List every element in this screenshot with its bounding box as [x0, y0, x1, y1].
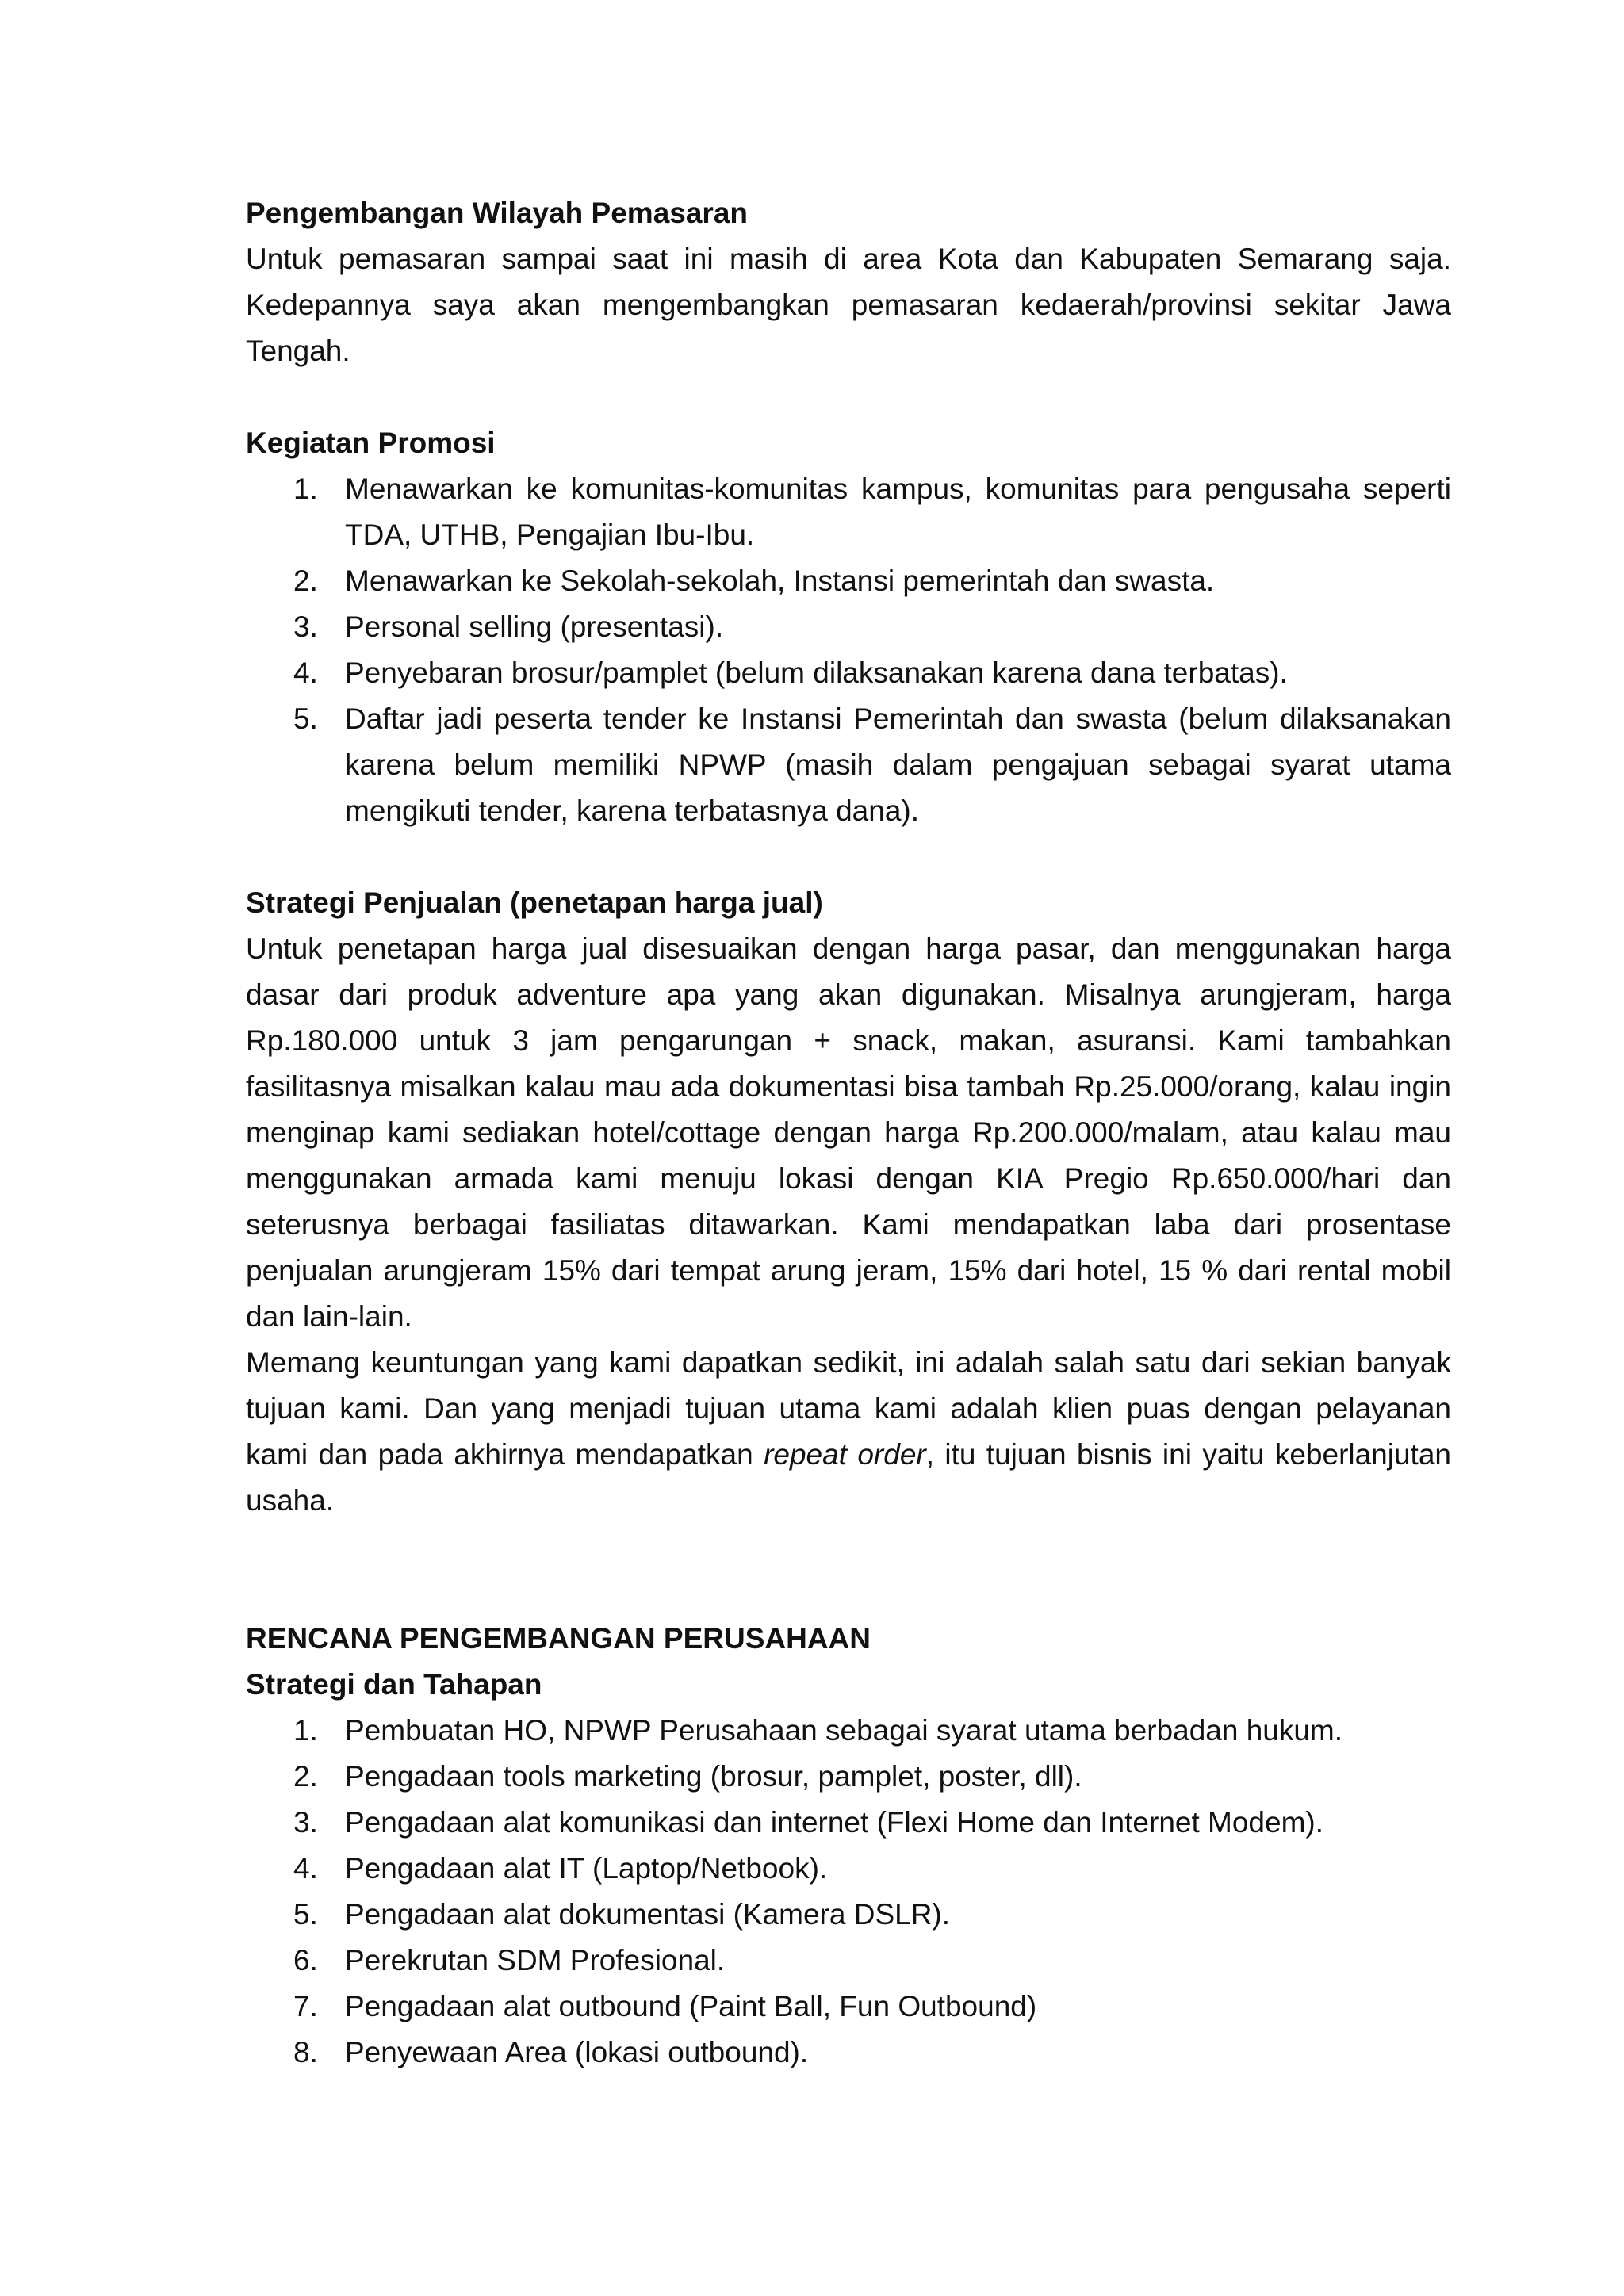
numbered-list	[246, 1708, 1451, 2076]
paragraph: Untuk pemasaran sampai saat ini masih di area Kota dan Kabupaten Semarang saja. Kedepannya saya akan mengembangkan pemasaran kedaerah/provinsi sekitar Jawa Tengah.	[246, 243, 1451, 367]
italic-term: repeat order	[764, 1438, 926, 1471]
section-heading: Kegiatan Promosi	[246, 427, 496, 459]
spacer	[246, 1524, 1451, 1616]
list-item	[246, 1984, 1451, 2030]
paragraph: Untuk penetapan harga jual disesuaikan dengan harga pasar, dan menggunakan harga dasar dari produk adventure apa yang akan digunakan. Misalnya arungjeram, harga Rp.180.000 untuk 3 jam pengarungan + snack, makan, asuransi. Kami tambahkan fasilitasnya misalkan kalau mau ada dokumentasi bisa tambah Rp.25.000/orang, kalau ingin menginap kami sediakan hotel/cottage dengan harga Rp.200.000/malam, atau kalau mau menggunakan armada kami menuju lokasi dengan KIA Pregio Rp.650.000/hari dan seterusnya berbagai fasiliatas ditawarkan. Kami mendapatkan laba dari prosentase penjualan arungjeram 15% dari tempat arung jeram, 15% dari hotel, 15 % dari rental mobil dan lain-lain.	[246, 932, 1451, 1333]
document-page	[246, 190, 1451, 2076]
list-item	[246, 2030, 1451, 2076]
list-item-text: Personal selling (presentasi).	[345, 610, 724, 643]
list-item	[246, 558, 1451, 604]
list-item-text: Daftar jadi peserta tender ke Instansi Pemerintah dan swasta (belum dilaksanakan karena belum memiliki NPWP (masih dalam pengajuan sebagai syarat utama mengikuti tender, karena terbatasnya dana).	[345, 702, 1451, 827]
list-item-text: Pengadaan tools marketing (brosur, pamplet, poster, dll).	[345, 1760, 1082, 1793]
numbered-list	[246, 466, 1451, 834]
list-number: 1.	[293, 1714, 318, 1747]
list-number: 2.	[293, 1760, 318, 1793]
section-heading: Strategi Penjualan (penetapan harga jual)	[246, 886, 823, 919]
list-item	[246, 604, 1451, 650]
list-number: 4.	[293, 1852, 318, 1885]
list-item-text: Pengadaan alat outbound (Paint Ball, Fun Outbound)	[345, 1990, 1037, 2022]
list-item-text: Pengadaan alat komunikasi dan internet (Flexi Home dan Internet Modem).	[345, 1806, 1324, 1839]
list-item	[246, 1708, 1451, 1754]
list-item	[246, 466, 1451, 558]
list-number: 3.	[293, 610, 318, 643]
list-item	[246, 650, 1451, 696]
spacer	[246, 374, 1451, 420]
list-number: 5.	[293, 702, 318, 735]
list-number: 8.	[293, 2036, 318, 2068]
list-number: 7.	[293, 1990, 318, 2022]
list-item-text: Penyewaan Area (lokasi outbound).	[345, 2036, 809, 2068]
list-item-text: Pengadaan alat dokumentasi (Kamera DSLR).	[345, 1898, 951, 1931]
spacer	[246, 834, 1451, 880]
list-item-text: Pengadaan alat IT (Laptop/Netbook).	[345, 1852, 828, 1885]
section-heading: RENCANA PENGEMBANGAN PERUSAHAAN	[246, 1622, 871, 1655]
list-number: 4.	[293, 656, 318, 689]
paragraph-text: Memang keuntungan yang kami dapatkan sedikit, ini adalah salah satu dari sekian banyak tujuan kami. Dan yang menjadi tujuan utama kami adalah klien puas dengan pelayanan kami dan pada akhirnya mendapatkan	[246, 1346, 1451, 1471]
list-item	[246, 1938, 1451, 1984]
paragraph-text: , itu tujuan bisnis ini yaitu keberlanjutan usaha.	[246, 1438, 1451, 1517]
list-number: 2.	[293, 564, 318, 597]
section-rencana-pengembangan	[246, 1616, 1451, 2076]
list-number: 1.	[293, 473, 318, 505]
list-item-text: Pembuatan HO, NPWP Perusahaan sebagai syarat utama berbadan hukum.	[345, 1714, 1343, 1747]
list-number: 3.	[293, 1806, 318, 1839]
list-number: 5.	[293, 1898, 318, 1931]
paragraph	[246, 1340, 1451, 1524]
section-kegiatan-promosi	[246, 420, 1451, 834]
list-number: 6.	[293, 1944, 318, 1976]
section-wilayah-pemasaran	[246, 190, 1451, 374]
list-item-text: Penyebaran brosur/pamplet (belum dilaksanakan karena dana terbatas).	[345, 656, 1288, 689]
section-subheading: Strategi dan Tahapan	[246, 1668, 542, 1701]
list-item	[246, 1754, 1451, 1800]
list-item	[246, 1800, 1451, 1846]
list-item	[246, 1846, 1451, 1892]
list-item	[246, 696, 1451, 834]
list-item-text: Menawarkan ke komunitas-komunitas kampus, komunitas para pengusaha seperti TDA, UTHB, Pengajian Ibu-Ibu.	[345, 473, 1451, 551]
list-item	[246, 1892, 1451, 1938]
section-heading: Pengembangan Wilayah Pemasaran	[246, 197, 749, 229]
list-item-text: Menawarkan ke Sekolah-sekolah, Instansi pemerintah dan swasta.	[345, 564, 1215, 597]
list-item-text: Perekrutan SDM Profesional.	[345, 1944, 726, 1976]
section-strategi-penjualan	[246, 880, 1451, 1524]
